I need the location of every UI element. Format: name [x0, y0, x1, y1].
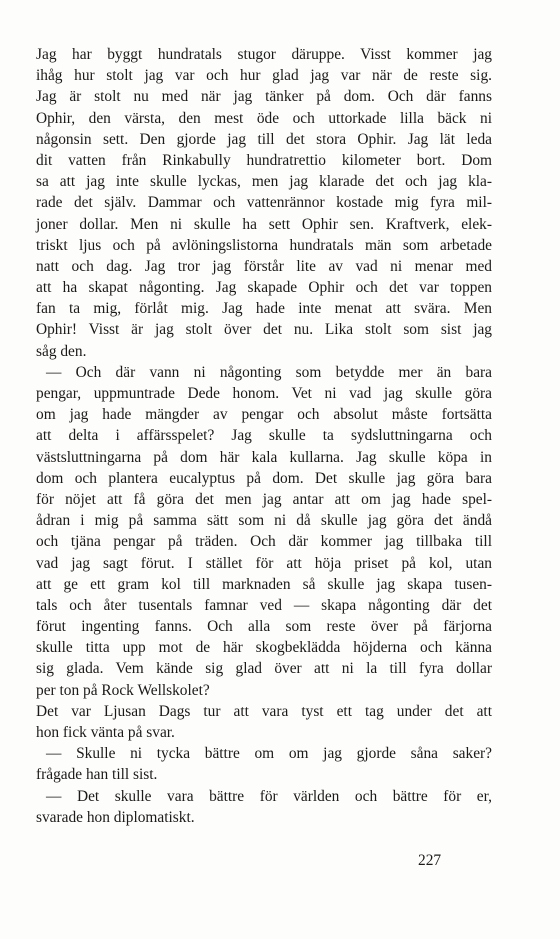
text-line: och tjäna pengar på träden. Och där kommer jag tillbaka till — [36, 533, 492, 551]
text-line: någonsin sett. Den gjorde jag till det stora Ophir. Jag lät leda — [36, 130, 492, 148]
text-line: — Det skulle vara bättre för världen och bättre för er, — [46, 787, 492, 805]
text-line: — Skulle ni tycka bättre om om jag gjorde såna saker? — [46, 745, 492, 763]
text-line: ihåg hur stolt jag var och hur glad jag var när de reste sig. — [36, 67, 492, 85]
text-line: fan ta mig, förlåt mig. Jag hade inte menat att svära. Men — [36, 300, 492, 318]
text-line: sig glada. Vem kände sig glad över att ni la till fyra dollar — [36, 660, 492, 678]
text-line: Ophir, den värsta, den mest öde och uttorkade lilla bäck ni — [36, 109, 492, 127]
text-line: — Och där vann ni någonting som betydde mer än bara — [46, 363, 492, 381]
body-text — [36, 44, 492, 828]
text-line: Ophir! Visst är jag stolt över det nu. Lika stolt som sist jag — [36, 321, 492, 339]
text-line: natt och dag. Jag tror jag förstår lite av vad ni menar med — [36, 257, 492, 275]
text-line: förut ingenting fanns. Och alla som reste över på färjorna — [36, 618, 492, 636]
text-line: hon fick vänta på svar. — [36, 724, 175, 741]
text-line: för nöjet att få göra det men jag antar att om jag hade spel- — [36, 490, 492, 508]
text-line: joner dollar. Men ni skulle ha sett Ophir sen. Kraftverk, elek- — [36, 215, 492, 233]
text-line: tals och åter tusentals famnar ved — skapa någonting där det — [36, 596, 492, 614]
text-line: pengar, uppmuntrade Dede honom. Vet ni vad jag skulle göra — [36, 385, 492, 402]
text-line: ådran i mig på samma sätt som ni då skulle jag göra det ändå — [36, 512, 492, 530]
text-line: svarade hon diplomatiskt. — [36, 808, 195, 826]
text-line: rade det själv. Dammar och vattenrännor kostade mig fyra mil- — [36, 194, 492, 212]
text-line: Jag har byggt hundratals stugor däruppe. Visst kommer jag — [36, 46, 492, 63]
text-line: per ton på Rock Wellskolet? — [36, 681, 210, 699]
text-line: att ge ett gram kol till marknaden så skulle jag skapa tusen- — [36, 575, 492, 593]
text-line: vad jag sagt förut. I stället för att höja priset på kol, utan — [36, 554, 492, 572]
page-number: 227 — [418, 852, 442, 869]
text-line: Jag är stolt nu med när jag tänker på dom. Och där fanns — [36, 88, 492, 106]
text-line: att delta i affärsspelet? Jag skulle ta sydsluttningarna och — [36, 427, 492, 445]
text-line: att ha skapat någonting. Jag skapade Ophir och det var toppen — [36, 279, 492, 297]
text-line: såg den. — [36, 342, 87, 360]
text-line: dom och plantera eucalyptus på dom. Det skulle jag göra bara — [36, 469, 492, 487]
text-line: om jag hade mängder av pengar och absolut måste fortsätta — [36, 406, 492, 424]
text-line: sa att jag inte skulle lyckas, men jag klarade det och jag kla- — [36, 173, 492, 191]
text-line: dit vatten från Rinkabully hundratrettio kilometer bort. Dom — [36, 151, 492, 169]
text-line: västsluttningarna på dom här kala kullarna. Jag skulle köpa in — [36, 448, 492, 466]
text-line: skulle titta upp mot de här skogbeklädda höjderna och känna — [36, 639, 492, 657]
text-line: frågade han till sist. — [36, 766, 158, 784]
text-line: triskt ljus och på avlöningslistorna hundratals män som arbetade — [36, 236, 492, 254]
text-line: Det var Ljusan Dags tur att vara tyst ett tag under det att — [36, 702, 492, 720]
